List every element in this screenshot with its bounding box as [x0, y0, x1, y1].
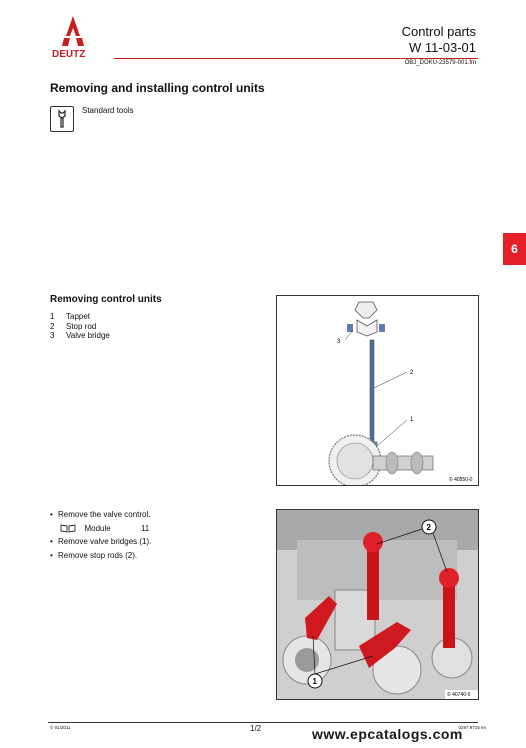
- header-rule: [114, 58, 478, 59]
- figure-camshaft-tappet: [276, 295, 479, 486]
- step-item: • Remove stop rods (2).: [50, 550, 138, 560]
- figure-id: © 40740-0: [447, 692, 471, 698]
- figure-engine-valve-bridges: [276, 509, 479, 700]
- doc-title: Control parts: [401, 24, 476, 39]
- procedure-steps: [50, 508, 151, 562]
- doc-filename: OBJ_DOKU-23579-001.fm: [404, 60, 476, 66]
- callout-label: 2: [426, 523, 431, 532]
- parts-legend: [50, 312, 110, 341]
- brand-text: DEUTZ: [52, 49, 86, 60]
- subsection-title: Removing control units: [50, 294, 162, 305]
- callout-label: 2: [410, 370, 414, 376]
- reference-row: Module 11: [50, 522, 151, 536]
- legend-item: 2 Stop rod: [50, 321, 97, 331]
- page-number: 1/2: [250, 724, 262, 733]
- step-item: • Remove the valve control.: [50, 510, 151, 519]
- book-icon: [60, 524, 78, 533]
- footer-rule: [48, 722, 478, 723]
- legend-item: 3 Valve bridge: [50, 331, 110, 340]
- callout-label: 3: [337, 339, 341, 345]
- doc-code: W 11-03-01: [409, 40, 476, 55]
- callout-label: 1: [410, 417, 414, 423]
- legend-item: 1 Tappet: [50, 312, 91, 321]
- step-item: • Remove valve bridges (1).: [50, 537, 152, 546]
- tools-label: Standard tools: [82, 106, 134, 115]
- watermark: www.epcatalogs.com: [312, 726, 463, 742]
- figure-id: © 40550-0: [449, 477, 473, 483]
- footer-docnumber: 0297 9715 en: [458, 725, 486, 730]
- wrench-icon: [50, 106, 74, 132]
- callout-label: 1: [312, 677, 317, 686]
- deutz-logo: [50, 14, 96, 60]
- chapter-tab[interactable]: 6: [503, 233, 526, 265]
- footer-copyright: © 01/2011: [50, 725, 71, 730]
- section-title: Removing and installing control units: [50, 81, 265, 95]
